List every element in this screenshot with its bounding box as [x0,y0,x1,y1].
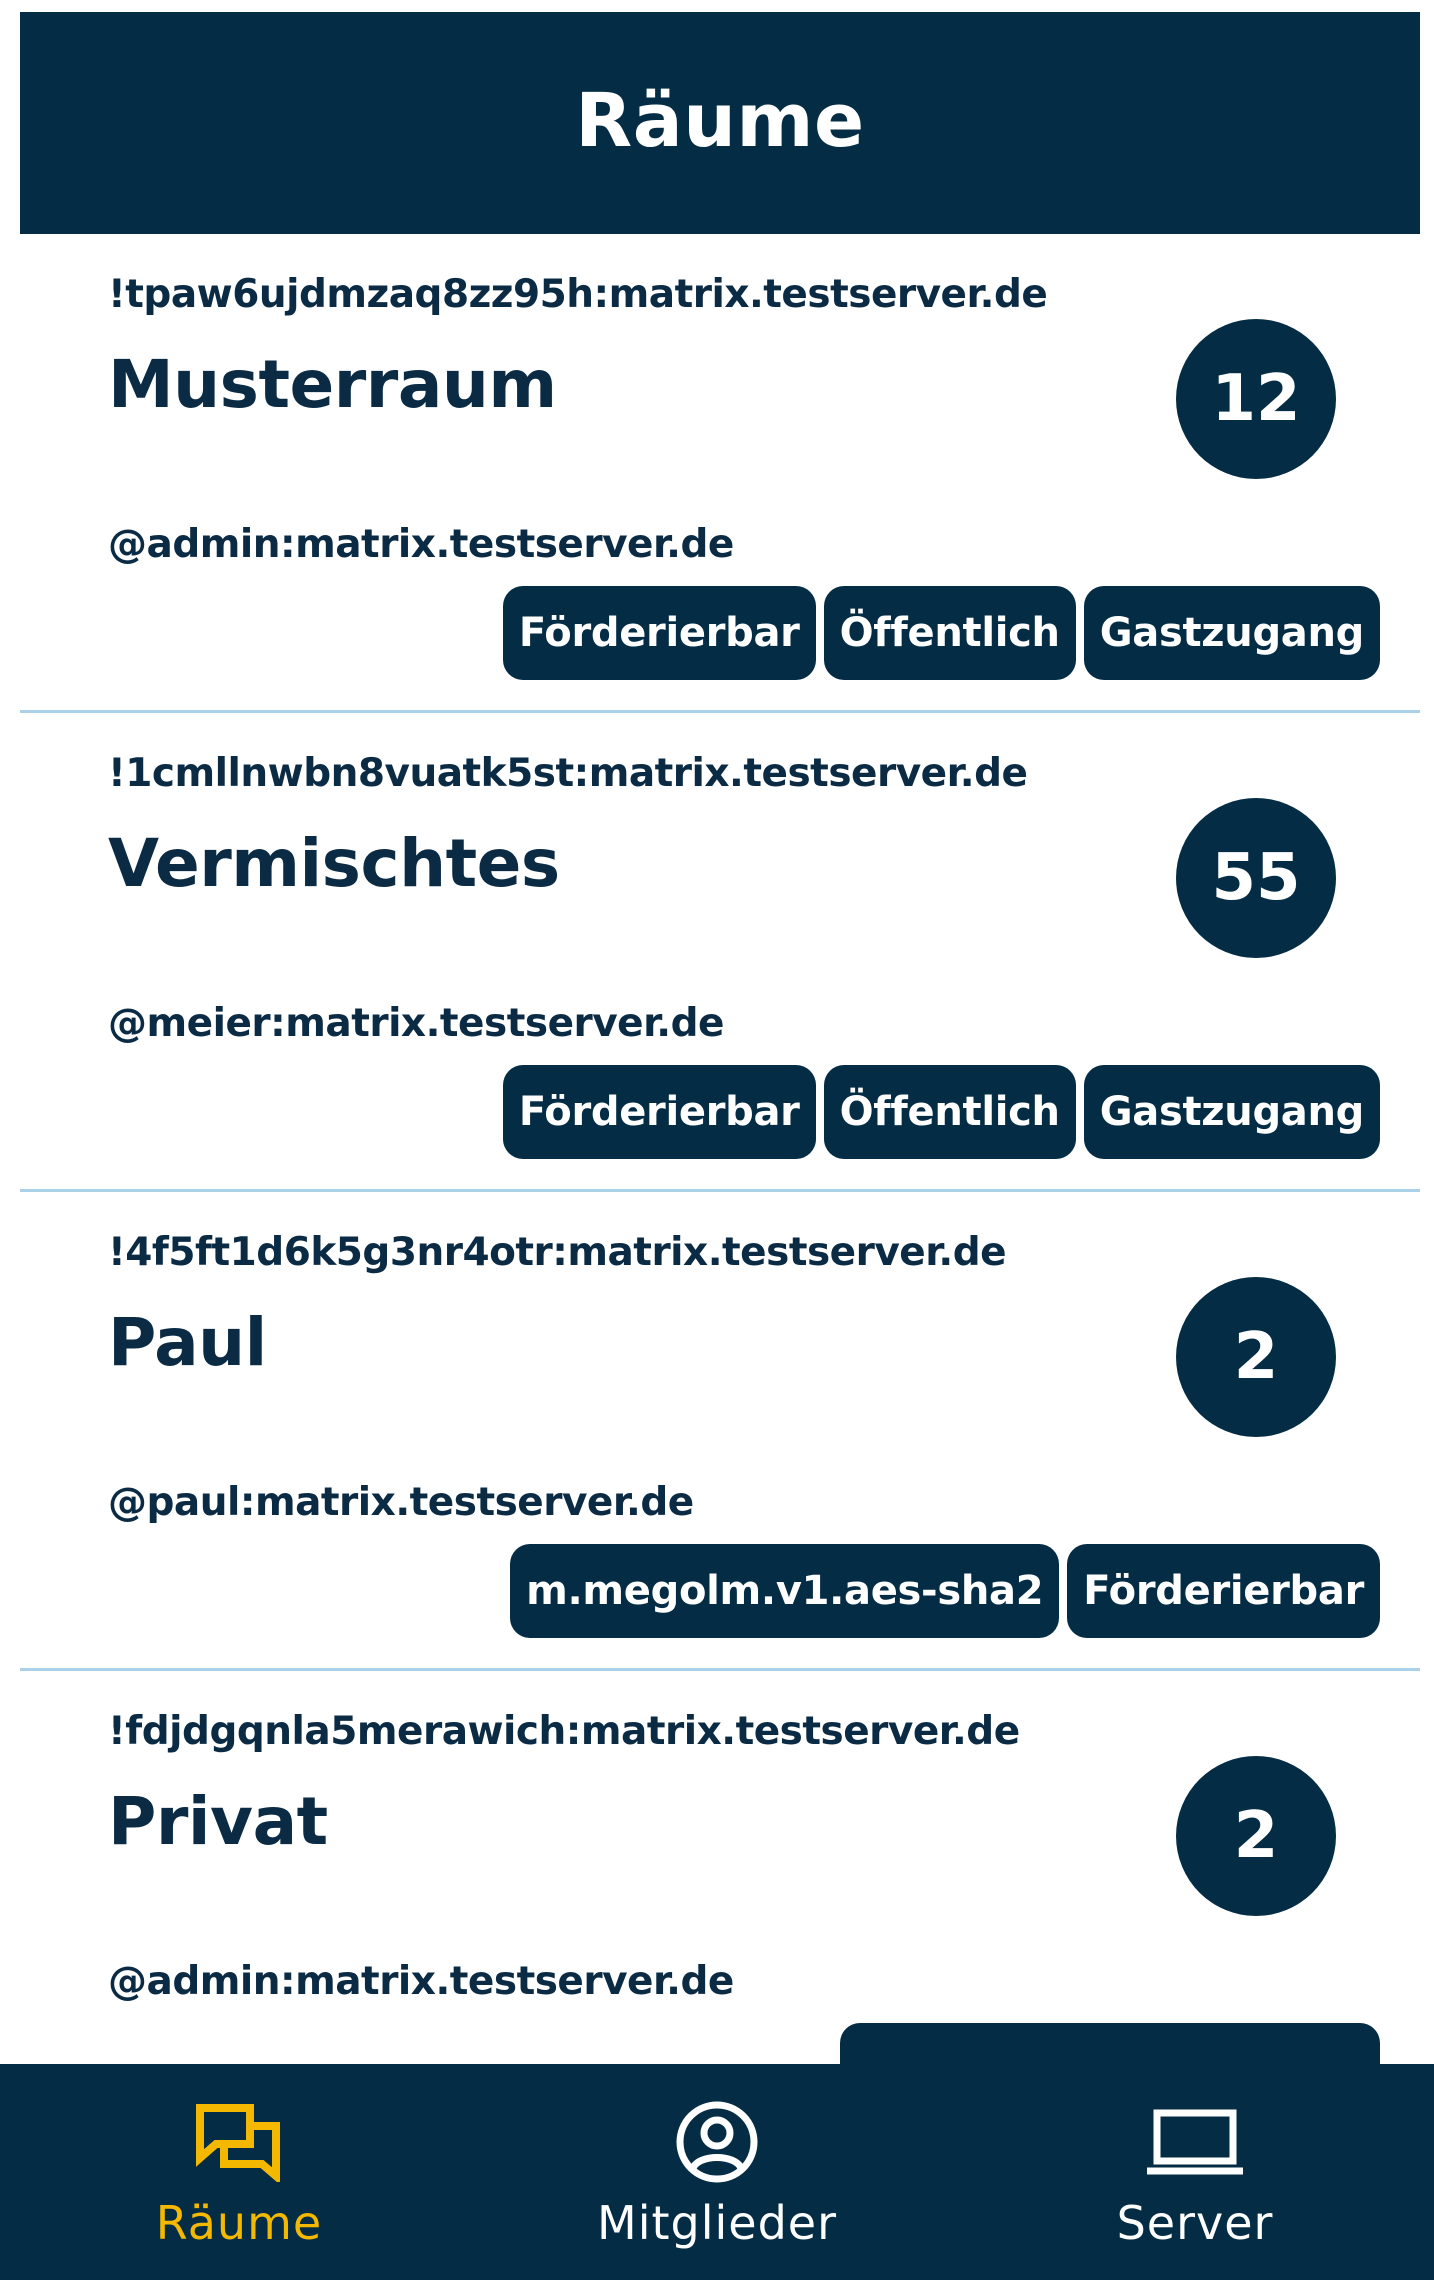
app-bar [20,12,1420,234]
room-creator: @admin:matrix.testserver.de [108,522,734,567]
tag-chip: m.megolm.v1.aes-sha2 [510,1544,1059,1638]
nav-item-rooms[interactable] [0,2064,478,2280]
chat-bubbles-icon [189,2100,289,2184]
tag-chip [840,2023,1380,2064]
tag-chip: Förderierbar [503,586,816,680]
nav-item-members[interactable] [478,2064,956,2280]
room-creator: @meier:matrix.testserver.de [108,1001,724,1046]
tag-chip: Gastzugang [1084,586,1380,680]
room-name: Privat [108,1783,328,1860]
room-id: !fdjdgqnla5merawich:matrix.testserver.de [108,1709,1020,1754]
room-tags [503,586,1380,680]
page-title: Räume [575,78,865,164]
room-tags [840,2023,1380,2064]
nav-label: Server [1116,2196,1274,2250]
nav-item-server[interactable] [956,2064,1434,2280]
tag-chip: Gastzugang [1084,1065,1380,1159]
bottom-navigation [0,2064,1434,2280]
room-id: !tpaw6ujdmzaq8zz95h:matrix.testserver.de [108,272,1048,317]
member-count-badge: 55 [1176,798,1336,958]
member-count-badge: 2 [1176,1756,1336,1916]
member-count-badge: 12 [1176,319,1336,479]
room-card[interactable] [20,234,1420,713]
tag-chip: Förderierbar [1067,1544,1380,1638]
room-creator: @paul:matrix.testserver.de [108,1480,694,1525]
room-card[interactable] [20,713,1420,1192]
room-card[interactable] [20,1671,1420,2064]
laptop-icon [1145,2100,1245,2184]
nav-label: Mitglieder [597,2196,837,2250]
room-id: !1cmllnwbn8vuatk5st:matrix.testserver.de [108,751,1028,796]
member-count-badge: 2 [1176,1277,1336,1437]
room-creator: @admin:matrix.testserver.de [108,1959,734,2004]
user-circle-icon [667,2100,767,2184]
tag-chip: Öffentlich [824,586,1076,680]
room-card[interactable] [20,1192,1420,1671]
room-list[interactable] [20,234,1420,2064]
tag-chip: Förderierbar [503,1065,816,1159]
tag-chip: Öffentlich [824,1065,1076,1159]
room-name: Vermischtes [108,825,560,902]
room-tags [510,1544,1380,1638]
room-name: Musterraum [108,346,557,423]
room-tags [503,1065,1380,1159]
room-id: !4f5ft1d6k5g3nr4otr:matrix.testserver.de [108,1230,1007,1275]
room-name: Paul [108,1304,267,1381]
nav-label: Räume [155,2196,323,2250]
